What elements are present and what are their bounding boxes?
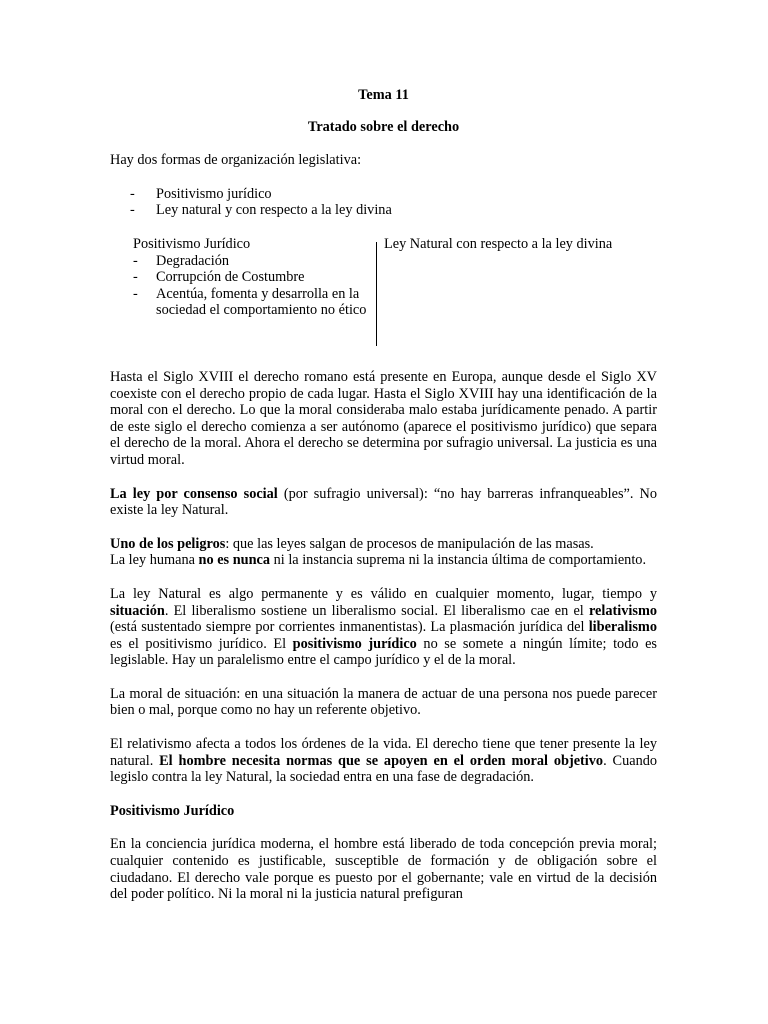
comparison-left-column	[133, 236, 373, 319]
paragraph-ley-natural: La ley Natural es algo permanente y es válido en cualquier momento, lugar, tiempo y situación. El liberalismo sostiene un liberalismo social. El liberalismo cae en el relativismo (está sustentado siempre por corrientes inmanentistas). La plasmación jurídica del liberalismo es el positivismo jurídico. El positivismo jurídico no se somete a ningún límite; todo es legislable. Hay un paralelismo entre el campo jurídico y el de la moral.	[110, 585, 657, 669]
document-title: Tema 11	[358, 87, 409, 103]
list-item: - Ley natural y con respecto a la ley divina	[130, 202, 392, 219]
list-item: - Corrupción de Costumbre	[133, 269, 305, 286]
list-item: - Acentúa, fomenta y desarrolla en la sociedad el comportamiento no ético	[133, 285, 367, 319]
left-column-heading: Positivismo Jurídico	[133, 235, 251, 252]
section-heading: Positivismo Jurídico	[110, 802, 235, 819]
paragraph-relativismo: El relativismo afecta a todos los órdenes de la vida. El derecho tiene que tener presente la ley natural. El hombre necesita normas que se apoyen en el orden moral objetivo. Cuando legislo contra la ley Natural, la sociedad entra en una fase de degradación.	[110, 736, 658, 786]
list-item: - Degradación	[133, 252, 230, 269]
paragraph-conciencia: En la conciencia jurídica moderna, el hombre está liberado de toda concepción previa moral; cualquier contenido es justificable, susceptible de formación y de obligación sobre el ciudadano. El derecho vale porque es puesto por el gobernante; vale en virtud de la decisión del poder político. Ni la moral ni la justicia natural prefiguran	[110, 836, 657, 903]
column-divider	[376, 242, 377, 346]
intro-paragraph: Hay dos formas de organización legislativa:	[110, 152, 362, 169]
paragraph-consenso: La ley por consenso social (por sufragio universal): “no hay barreras infranqueables”. No existe la ley Natural.	[110, 485, 657, 519]
paragraph-moral-situacion: La moral de situación: en una situación la manera de actuar de una persona nos puede parecer bien o mal, porque como no hay un referente objetivo.	[110, 685, 657, 719]
paragraph-history: Hasta el Siglo XVIII el derecho romano está presente en Europa, aunque desde el Siglo XV coexiste con el derecho propio de cada lugar. Hasta el Siglo XVIII hay una identificación de la moral con el derecho. Lo que la moral consideraba malo estaba jurídicamente penado. A partir de este siglo el derecho comienza a ser autónomo (aparece el positivismo jurídico) que separa el derecho de la moral. Ahora el derecho se determina por sufragio universal. La justicia es una virtud moral.	[110, 368, 657, 468]
list-item: - Positivismo jurídico	[130, 185, 272, 202]
right-column-heading: Ley Natural con respecto a la ley divina	[384, 235, 613, 252]
document-subtitle: Tratado sobre el derecho	[307, 118, 460, 135]
document-page	[110, 87, 657, 903]
forms-list	[110, 186, 657, 219]
comparison-table	[110, 236, 657, 351]
paragraph-peligros: Uno de los peligros: que las leyes salgan de procesos de manipulación de las masas. La ley humana no es nunca ni la instancia suprema ni la instancia última de comportamiento.	[110, 535, 647, 569]
